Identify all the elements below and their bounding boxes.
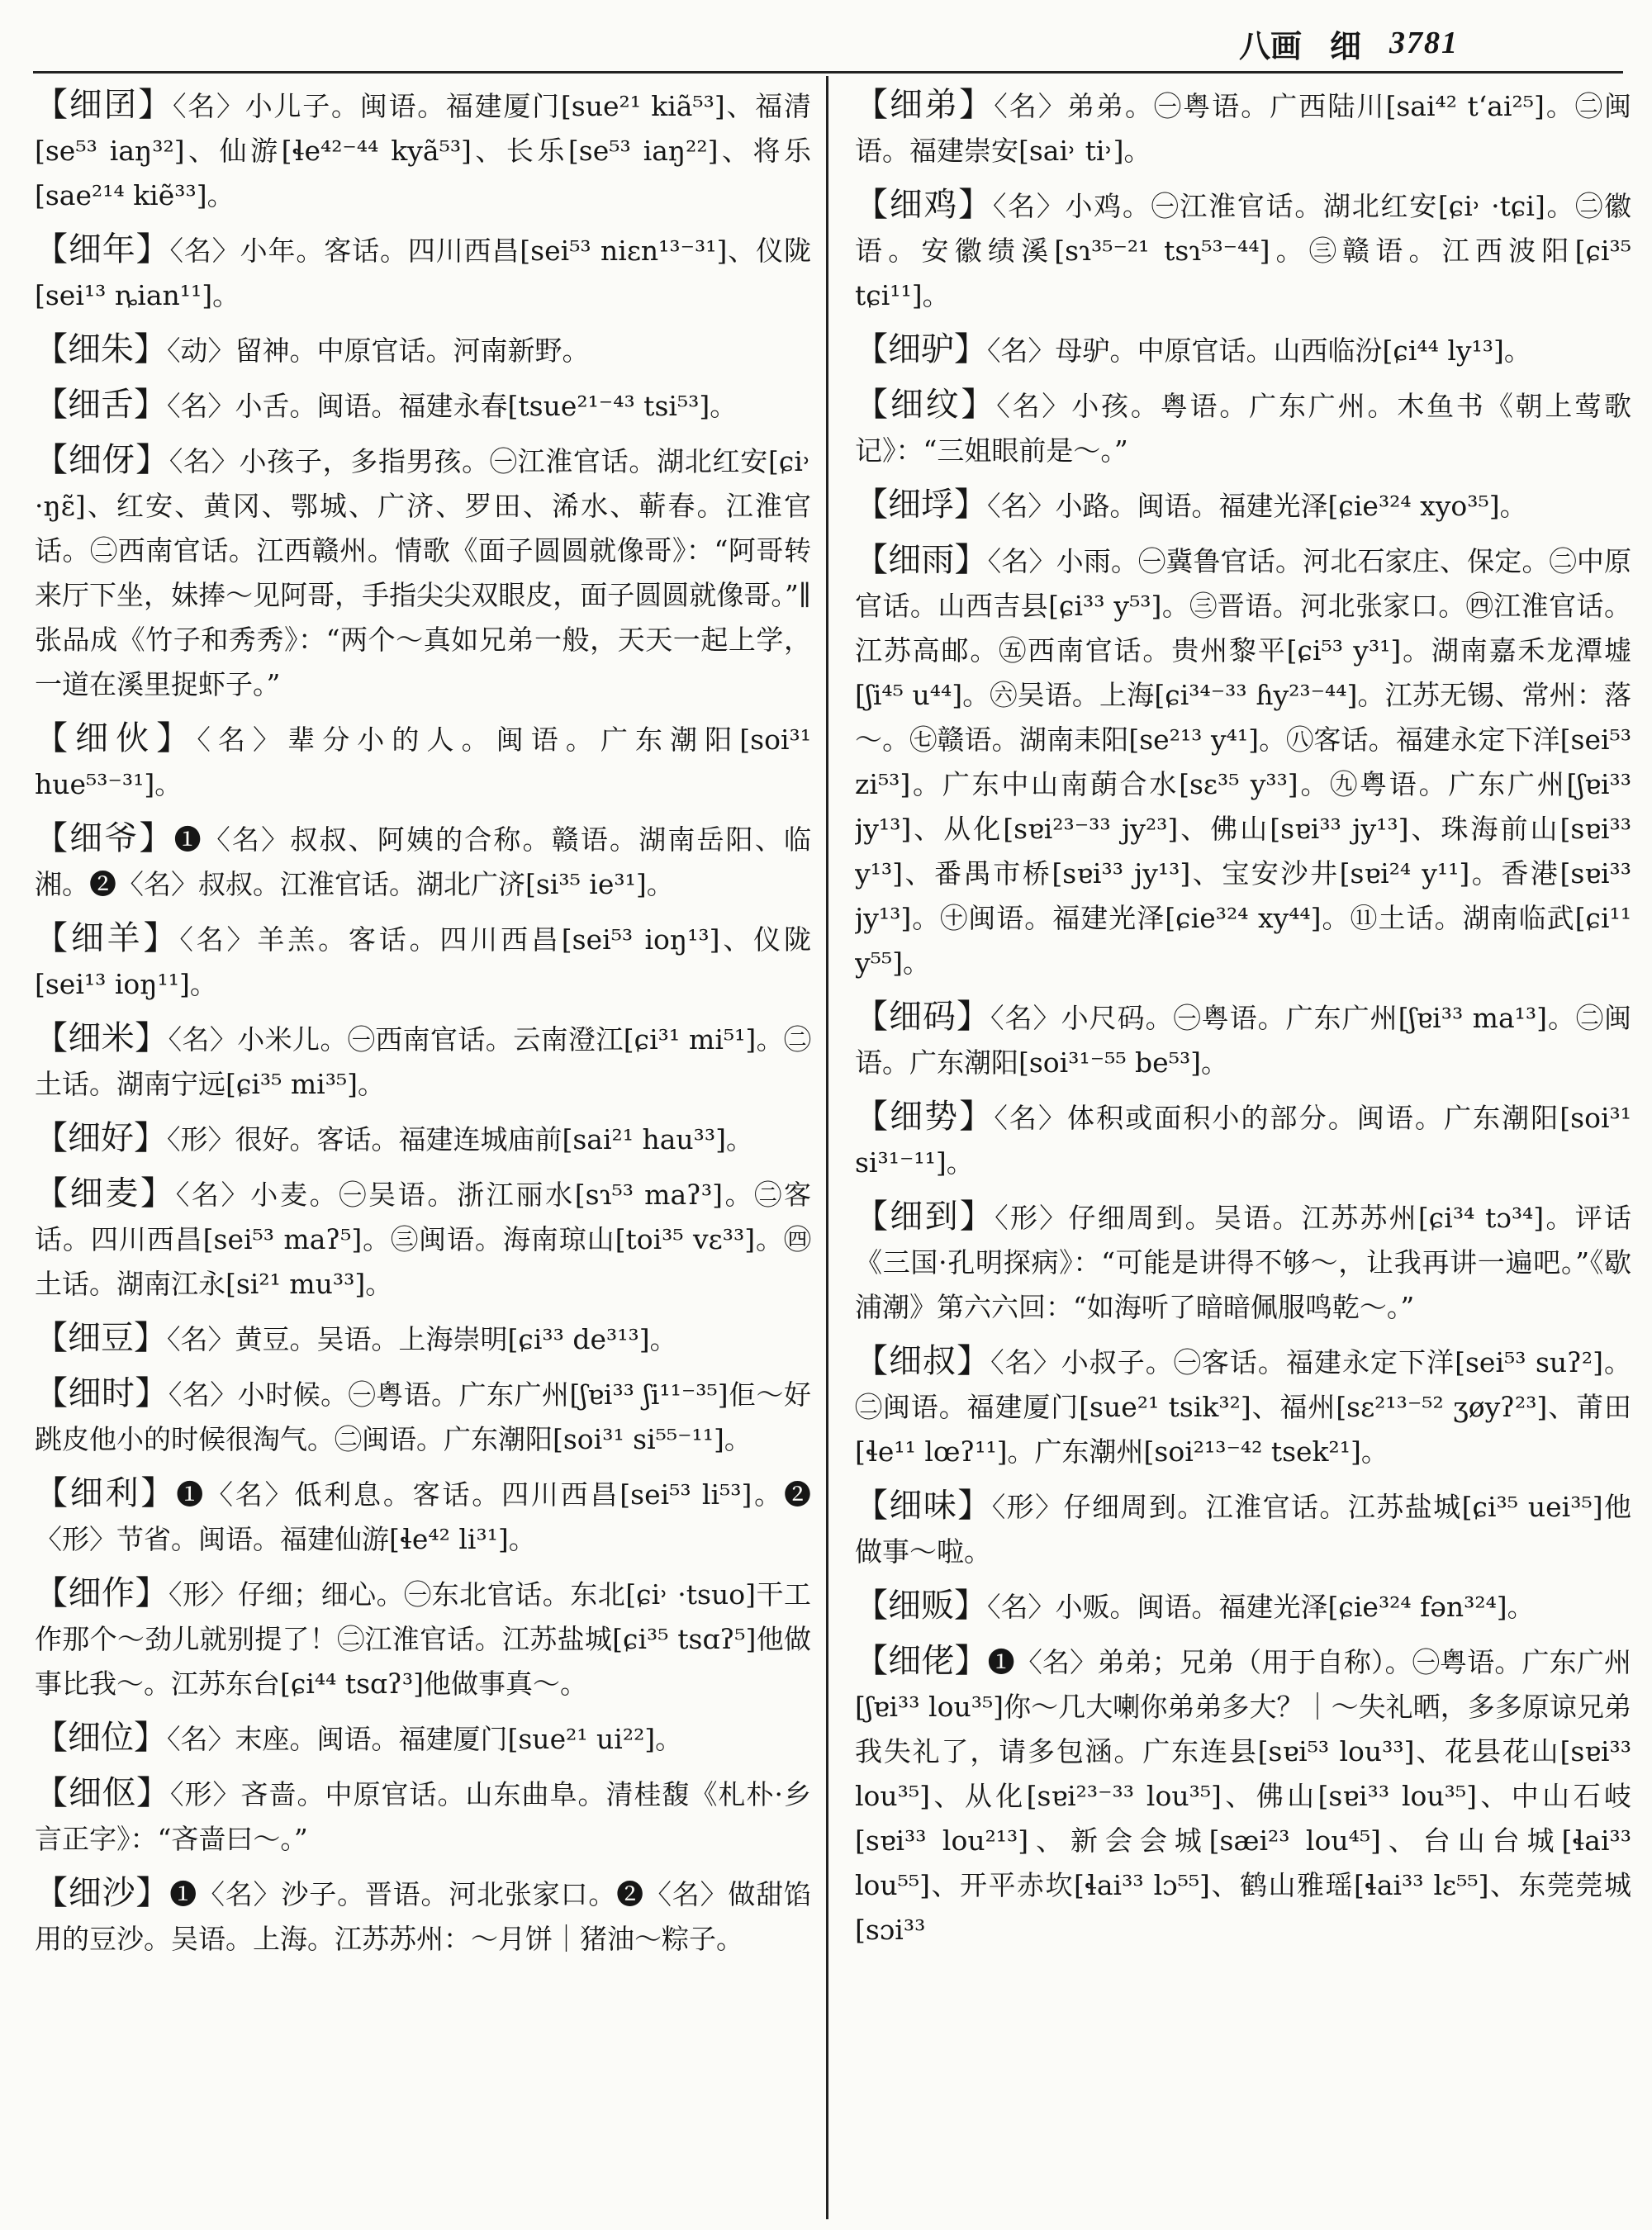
dictionary-entry bbox=[35, 1571, 811, 1706]
entry-definition: ❶〈名〉叔叔、阿姨的合称。赣语。湖南岳阳、临湘。❷〈名〉叔叔。江淮官话。湖北广济[si³⁵ ie³¹]。 bbox=[35, 823, 811, 900]
entry-definition: 〈名〉黄豆。吴语。上海崇明[ɕi³³ de³¹³]。 bbox=[167, 1323, 677, 1355]
dictionary-entry bbox=[35, 1016, 811, 1107]
entry-headword: 【细弟】 bbox=[855, 86, 995, 124]
entry-definition: 〈形〉仔细周到。吴语。江苏苏州[ɕi³⁴ tɔ³⁴]。评话《三国·孔明探病》：“可能是讲得不够～，让我再讲一遍吧。”《歇浦潮》第六六回：“如海听了暗暗佩服鸣乾～。” bbox=[855, 1202, 1631, 1323]
dictionary-entry bbox=[855, 327, 1631, 373]
entry-definition: 〈名〉小贩。闽语。福建光泽[ɕie³²⁴ fən³²⁴]。 bbox=[987, 1591, 1535, 1623]
entry-definition: 〈名〉小叔子。㊀客话。福建永定下洋[sei⁵³ suʔ²]。㊁闽语。福建厦门[sue²¹ tsik³²]、福州[sɛ²¹³⁻⁵² ʒøyʔ²³]、莆田[ɬe¹¹ lœʔ¹¹]。广东潮州[soi²¹³⁻⁴² tsek²¹]。 bbox=[855, 1346, 1631, 1468]
dictionary-entry bbox=[855, 1194, 1631, 1330]
entry-definition: 〈形〉仔细；细心。㊀东北官话。东北[ɕi˒ ·tsuo]干工作那个～劲儿就别提了！㊁江淮官话。江苏盐城[ɕi³⁵ tsɑʔ⁵]他做事比我～。江苏东台[ɕi⁴⁴ tsɑʔ³]他做事真～。 bbox=[35, 1578, 811, 1700]
entry-definition: 〈形〉仔细周到。江淮官话。江苏盐城[ɕi³⁵ uei³⁵]他做事～啦。 bbox=[855, 1491, 1631, 1568]
dictionary-entry bbox=[855, 482, 1631, 529]
entry-definition: 〈名〉小儿子。闽语。福建厦门[sue²¹ kiã⁵³]、福清[se⁵³ iaŋ³²]、仙游[ɬe⁴²⁻⁴⁴ kyã⁵³]、长乐[se⁵³ iaŋ²²]、将乐[sae²¹⁴ kiẽ³³]。 bbox=[35, 90, 811, 211]
entry-headword: 【细羊】 bbox=[35, 919, 180, 957]
entry-definition: 〈名〉小孩。粤语。广东广州。木鱼书《朝上莺歌记》：“三姐眼前是～。” bbox=[855, 390, 1631, 467]
dictionary-entry bbox=[855, 1639, 1631, 1952]
entry-headword: 【细贩】 bbox=[855, 1587, 987, 1625]
entry-headword: 【细势】 bbox=[855, 1098, 995, 1136]
entry-definition: 〈名〉小年。客话。四川西昌[sei⁵³ niɛn¹³⁻³¹]、仪陇[sei¹³ ȵian¹¹]。 bbox=[35, 235, 811, 311]
dictionary-entry bbox=[35, 1171, 811, 1307]
entry-definition: 〈名〉小麦。㊀吴语。浙江丽水[sɿ⁵³ maʔ³]。㊁客话。四川西昌[sei⁵³ maʔ⁵]。㊂闽语。海南琼山[toi³⁵ vɛ³³]。㊃土话。湖南江永[si²¹ mu³³]。 bbox=[35, 1179, 811, 1300]
entry-definition: 〈形〉吝啬。中原官话。山东曲阜。清桂馥《札朴·乡言正字》：“吝啬曰～。” bbox=[35, 1778, 811, 1855]
entry-headword: 【细码】 bbox=[855, 998, 991, 1036]
entry-headword: 【细佬】 bbox=[855, 1642, 988, 1680]
entry-headword: 【细舌】 bbox=[35, 386, 167, 424]
entry-headword: 【细囝】 bbox=[35, 86, 173, 124]
dictionary-entry bbox=[855, 1094, 1631, 1185]
entry-definition: 〈名〉小孩子，多指男孩。㊀江淮官话。湖北红安[ɕi˒ ·ŋɛ̃]、红安、黄冈、鄂城、广济、罗田、浠水、蕲春。江淮官话。㊁西南官话。江西赣州。情歌《面子圆圆就像哥》：“阿哥转来厅下坐，妹捧～见阿哥，手指尖尖双眼皮，面子圆圆就像哥。”∥张品成《竹子和秀秀》：“两个～真如兄弟一般，天天一起上学，一道在溪里捉虾子。” bbox=[35, 445, 811, 700]
entry-definition: 〈名〉末座。闽语。福建厦门[sue²¹ ui²²]。 bbox=[167, 1723, 683, 1755]
entry-headword: 【细位】 bbox=[35, 1719, 167, 1757]
dictionary-entry bbox=[855, 538, 1631, 985]
entry-definition: 〈名〉小米儿。㊀西南官话。云南澄江[ɕi³¹ mi⁵¹]。㊁土话。湖南宁远[ɕi³⁵ mi³⁵]。 bbox=[35, 1023, 811, 1100]
entry-headword: 【细味】 bbox=[855, 1487, 992, 1525]
entry-definition: 〈名〉小时候。㊀粤语。广东广州[ʃɐi³³ ʃi¹¹⁻³⁵]佢～好跳皮他小的时候很淘气。㊁闽语。广东潮阳[soi³¹ si⁵⁵⁻¹¹]。 bbox=[35, 1378, 811, 1455]
entry-headword: 【细沙】 bbox=[35, 1874, 170, 1912]
dictionary-entry bbox=[35, 327, 811, 373]
entry-definition: 〈名〉羊羔。客话。四川西昌[sei⁵³ ioŋ¹³]、仪陇[sei¹³ ioŋ¹¹]。 bbox=[35, 923, 811, 1000]
entry-definition: 〈名〉小尺码。㊀粤语。广东广州[ʃɐi³³ ma¹³]。㊁闽语。广东潮阳[soi³¹⁻⁵⁵ be⁵³]。 bbox=[855, 1002, 1631, 1079]
entry-definition: 〈名〉小舌。闽语。福建永春[tsue²¹⁻⁴³ tsi⁵³]。 bbox=[167, 390, 738, 422]
entry-headword: 【细年】 bbox=[35, 230, 170, 268]
dictionary-entry bbox=[855, 183, 1631, 318]
header-rule bbox=[33, 71, 1623, 74]
entry-headword: 【细伙】 bbox=[35, 719, 197, 757]
entry-headword: 【细豆】 bbox=[35, 1319, 167, 1357]
right-column bbox=[855, 83, 1631, 2213]
entry-definition: 〈名〉小雨。㊀冀鲁官话。河北石家庄、保定。㊁中原官话。山西吉县[ɕi³³ y⁵³]。㊂晋语。河北张家口。㊃江淮官话。江苏高邮。㊄西南官话。贵州黎平[ɕi⁵³ y³¹]。湖南嘉禾龙潭墟[ʃi⁴⁵ u⁴⁴]。㊅吴语。上海[ɕi³⁴⁻³³ ɦy²³⁻⁴⁴]。江苏无锡、常州：落～。㊆赣语。湖南耒阳[se²¹³ y⁴¹]。㊇客话。福建永定下洋[sei⁵³ zi⁵³]。广东中山南蓢合水[sɛ³⁵ y³³]。㊈粤语。广东广州[ʃɐi³³ jy¹³]、从化[sɐi²³⁻³³ jy²³]、佛山[sɐi³³ jy¹³]、珠海前山[sɐi³³ y¹³]、番禺市桥[sɐi³³ jy¹³]、宝安沙井[sɐi²⁴ y¹¹]。香港[sɐi³³ jy¹³]。㊉闽语。福建光泽[ɕie³²⁴ xy⁴⁴]。⑪土话。湖南临武[ɕi¹¹ y⁵⁵]。 bbox=[855, 545, 1631, 979]
entry-definition: ❶〈名〉低利息。客话。四川西昌[sei⁵³ li⁵³]。❷〈形〉节省。闽语。福建仙游[ɬe⁴² li³¹]。 bbox=[35, 1478, 811, 1555]
running-header bbox=[1239, 18, 1619, 68]
entry-definition: 〈名〉母驴。中原官话。山西临汾[ɕi⁴⁴ ly¹³]。 bbox=[987, 334, 1531, 367]
entry-definition: 〈名〉弟弟。㊀粤语。广西陆川[sai⁴² tʻai²⁵]。㊁闽语。福建崇安[sai˒ ti˒]。 bbox=[855, 90, 1631, 167]
dictionary-entry bbox=[35, 1715, 811, 1762]
entry-headword: 【细米】 bbox=[35, 1019, 169, 1057]
entry-headword: 【细爷】 bbox=[35, 819, 174, 857]
dictionary-entry bbox=[35, 83, 811, 218]
entry-definition: 〈名〉体积或面积小的部分。闽语。广东潮阳[soi³¹ si³¹⁻¹¹]。 bbox=[855, 1102, 1631, 1179]
dictionary-entry bbox=[35, 1116, 811, 1162]
dictionary-entry bbox=[35, 227, 811, 318]
entry-headword: 【细雨】 bbox=[855, 541, 988, 579]
dictionary-entry bbox=[35, 716, 811, 807]
dictionary-entry bbox=[35, 816, 811, 907]
entry-headword: 【细到】 bbox=[855, 1198, 995, 1236]
dictionary-entry bbox=[855, 1339, 1631, 1474]
dictionary-entry bbox=[35, 438, 811, 707]
entry-headword: 【细垺】 bbox=[855, 486, 987, 524]
entry-headword: 【细驴】 bbox=[855, 330, 987, 368]
column-divider bbox=[826, 76, 828, 2219]
header-section: 八画 bbox=[1239, 26, 1303, 64]
dictionary-entry bbox=[35, 382, 811, 429]
dictionary-entry bbox=[35, 1871, 811, 1962]
entry-headword: 【细利】 bbox=[35, 1474, 177, 1512]
entry-headword: 【细作】 bbox=[35, 1574, 169, 1612]
left-column bbox=[35, 83, 811, 2213]
dictionary-entry bbox=[35, 916, 811, 1007]
dictionary-entry bbox=[35, 1771, 811, 1862]
entry-headword: 【细鸡】 bbox=[855, 186, 993, 224]
dictionary-entry bbox=[855, 994, 1631, 1085]
entry-headword: 【细伢】 bbox=[35, 441, 169, 479]
dictionary-entry bbox=[855, 1483, 1631, 1574]
entry-definition: 〈形〉很好。客话。福建连城庙前[sai²¹ hau³³]。 bbox=[167, 1123, 753, 1155]
dictionary-entry bbox=[855, 382, 1631, 473]
entry-headword: 【细好】 bbox=[35, 1119, 167, 1157]
dictionary-entry bbox=[35, 1316, 811, 1362]
dictionary-entry bbox=[35, 1471, 811, 1562]
entry-definition: 〈名〉辈分小的人。闽语。广东潮阳[soi³¹ hue⁵³⁻³¹]。 bbox=[35, 724, 811, 800]
entry-definition: ❶〈名〉弟弟；兄弟（用于自称）。㊀粤语。广东广州[ʃɐi³³ lou³⁵]你～几大喇你弟弟多大？｜～失礼晒，多多原谅兄弟我失礼了，请多包涵。广东连县[sɐi⁵³ lou³³]、花县花山[sɐi³³ lou³⁵]、从化[sɐi²³⁻³³ lou³⁵]、佛山[sɐi³³ lou³⁵]、中山石岐[sɐi³³ lou²¹³]、新会会城[sæi²³ lou⁴⁵]、台山台城[ɬai³³ lou⁵⁵]、开平赤坎[ɬai³³ lɔ⁵⁵]、鹤山雅瑶[ɬai³³ lɛ⁵⁵]、东莞莞城[sɔi³³ bbox=[855, 1646, 1631, 1946]
entry-definition: 〈名〉小路。闽语。福建光泽[ɕie³²⁴ xyo³⁵]。 bbox=[987, 490, 1527, 522]
page-number: 3781 bbox=[1389, 26, 1460, 60]
entry-headword: 【细伛】 bbox=[35, 1774, 170, 1812]
entry-definition: ❶〈名〉沙子。晋语。河北张家口。❷〈名〉做甜馅用的豆沙。吴语。上海。江苏苏州：～月饼｜猪油～粽子。 bbox=[35, 1878, 811, 1955]
entry-headword: 【细时】 bbox=[35, 1374, 169, 1412]
entry-headword: 【细麦】 bbox=[35, 1174, 176, 1212]
entry-definition: 〈名〉小鸡。㊀江淮官话。湖北红安[ɕi˒ ·tɕi]。㊁徽语。安徽绩溪[sɿ³⁵⁻²¹ tsɿ⁵³⁻⁴⁴]。㊂赣语。江西波阳[ɕi³⁵ tɕi¹¹]。 bbox=[855, 190, 1631, 311]
dictionary-entry bbox=[855, 1583, 1631, 1630]
entry-headword: 【细叔】 bbox=[855, 1342, 991, 1380]
entry-definition: 〈动〉留神。中原官话。河南新野。 bbox=[167, 334, 590, 367]
dictionary-entry bbox=[35, 1371, 811, 1462]
dictionary-entry bbox=[855, 83, 1631, 173]
entry-headword: 【细朱】 bbox=[35, 330, 167, 368]
header-char: 细 bbox=[1330, 26, 1362, 64]
entry-headword: 【细纹】 bbox=[855, 386, 997, 424]
